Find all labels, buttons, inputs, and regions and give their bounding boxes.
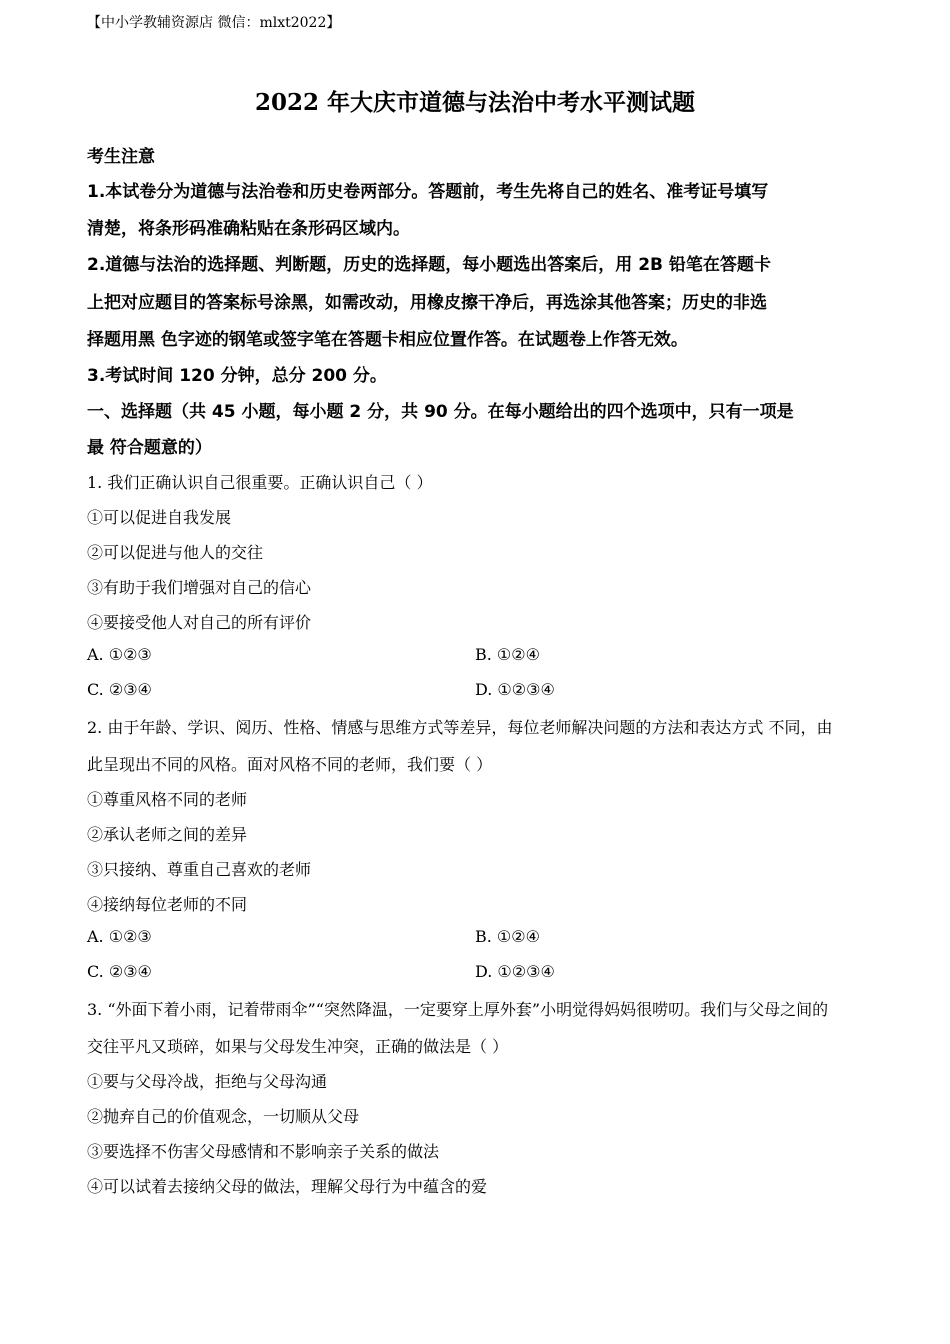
question-item: ②可以促进与他人的交往 bbox=[87, 543, 264, 562]
notice-line: 3.考试时间 120 分钟，总分 200 分。 bbox=[87, 366, 387, 386]
question-item: ①尊重风格不同的老师 bbox=[87, 790, 248, 809]
answer-option-b: B. ①②④ bbox=[475, 645, 540, 664]
question-item: ③要选择不伤害父母感情和不影响亲子关系的做法 bbox=[87, 1142, 440, 1161]
question-item: ③有助于我们增强对自己的信心 bbox=[87, 578, 312, 597]
page-title: 2022 年大庆市道德与法治中考水平测试题 bbox=[254, 89, 696, 116]
answer-option-a: A. ①②③ bbox=[87, 927, 152, 946]
answer-option-a: A. ①②③ bbox=[87, 645, 152, 664]
answer-option-d: D. ①②③④ bbox=[475, 962, 555, 981]
question-stem-cont: 交往平凡又琐碎，如果与父母发生冲突，正确的做法是（ ） bbox=[87, 1037, 509, 1056]
page-header-note: 【中小学教辅资源店 微信：mlxt2022】 bbox=[87, 15, 341, 31]
question-stem-cont: 此呈现出不同的风格。面对风格不同的老师，我们要（ ） bbox=[87, 755, 493, 774]
notice-line: 2.道德与法治的选择题、判断题，历史的选择题，每小题选出答案后，用 2B 铅笔在答题卡 bbox=[87, 255, 771, 275]
question-item: ④要接受他人对自己的所有评价 bbox=[87, 613, 312, 632]
question-item: ④接纳每位老师的不同 bbox=[87, 895, 248, 914]
question-stem: 1. 我们正确认识自己很重要。正确认识自己（ ） bbox=[87, 473, 433, 492]
question-item: ①要与父母冷战，拒绝与父母沟通 bbox=[87, 1072, 328, 1091]
question-item: ②抛弃自己的价值观念，一切顺从父母 bbox=[87, 1107, 360, 1126]
question-item: ④可以试着去接纳父母的做法，理解父母行为中蕴含的爱 bbox=[87, 1177, 488, 1196]
question-item: ①可以促进自我发展 bbox=[87, 508, 232, 527]
notice-line: 1.本试卷分为道德与法治卷和历史卷两部分。答题前，考生先将自己的姓名、准考证号填写 bbox=[87, 182, 769, 202]
question-stem: 3. “外面下着小雨，记着带雨伞”“突然降温，一定要穿上厚外套”小明觉得妈妈很唠叨。我们与父母之间的 bbox=[87, 1000, 829, 1019]
answer-option-d: D. ①②③④ bbox=[475, 680, 555, 699]
notice-heading: 考生注意 bbox=[87, 147, 155, 167]
notice-line: 上把对应题目的答案标号涂黑，如需改动，用橡皮擦干净后，再选涂其他答案；历史的非选 bbox=[87, 293, 767, 313]
notice-line: 清楚，将条形码准确粘贴在条形码区域内。 bbox=[87, 219, 410, 239]
section-heading-cont: 最 符合题意的） bbox=[87, 438, 212, 458]
question-item: ②承认老师之间的差异 bbox=[87, 825, 248, 844]
answer-option-c: C. ②③④ bbox=[87, 680, 152, 699]
question-item: ③只接纳、尊重自己喜欢的老师 bbox=[87, 860, 312, 879]
answer-option-c: C. ②③④ bbox=[87, 962, 152, 981]
notice-line: 择题用黑 色字迹的钢笔或签字笔在答题卡相应位置作答。在试题卷上作答无效。 bbox=[87, 330, 688, 350]
section-heading: 一、选择题（共 45 小题，每小题 2 分，共 90 分。在每小题给出的四个选项中，只有一项是 bbox=[87, 402, 794, 422]
question-stem: 2. 由于年龄、学识、阅历、性格、情感与思维方式等差异，每位老师解决问题的方法和表达方式 不同，由 bbox=[87, 718, 833, 737]
answer-option-b: B. ①②④ bbox=[475, 927, 540, 946]
